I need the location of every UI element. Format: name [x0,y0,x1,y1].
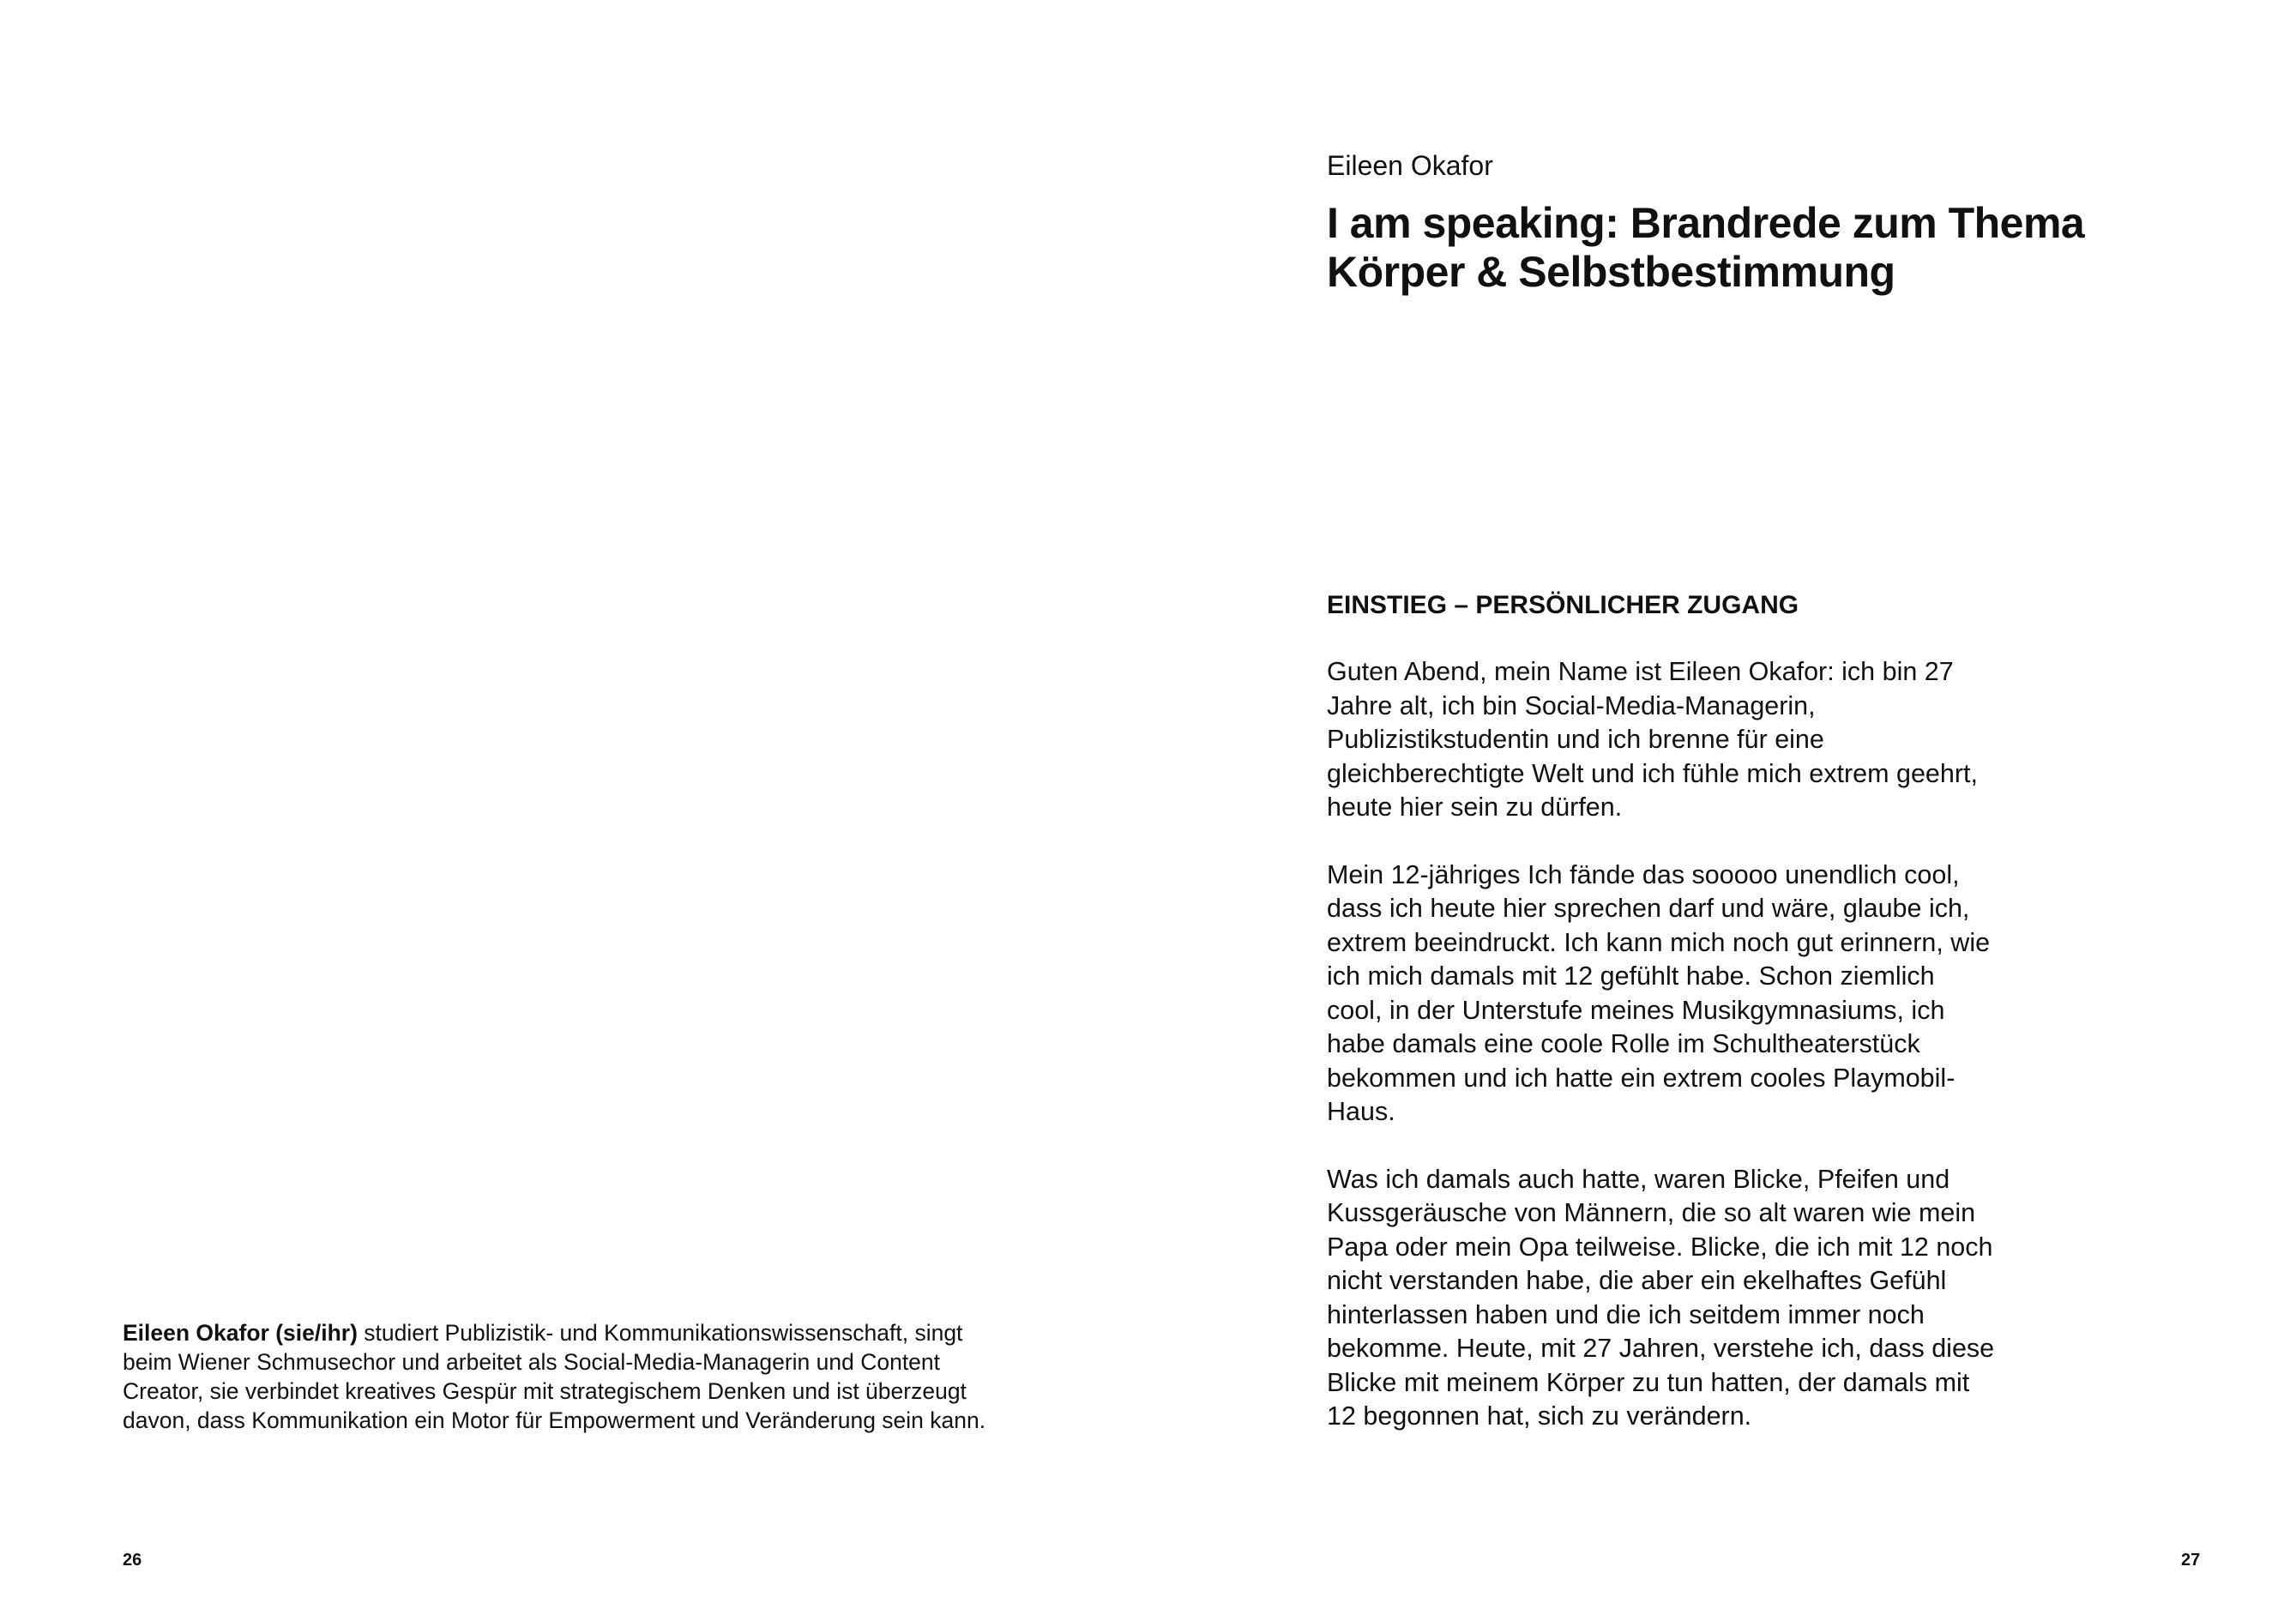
page-number-left: 26 [123,1551,142,1570]
body-text [1327,655,1996,1467]
section-heading: EINSTIEG – PERSÖNLICHER ZUGANG [1327,591,1799,619]
right-page [1148,0,2296,1621]
author-bio-text: studiert Publizistik- und Kommunikationswissenschaft, singt beim Wiener Schmusechor und arbeitet als Social-Media-Managerin und Content Creator, sie verbindet kreatives Gespür mit strategischem Denken und ist überzeugt davon, dass Kommunikation ein Motor für Empowerment und Veränderung sein kann. [123,1320,986,1433]
article-title: I am speaking: Brandrede zum Thema Körper & Selbstbestimmung [1327,199,2085,296]
author-name: Eileen Okafor [1327,150,1493,181]
author-bio [123,1318,993,1435]
paragraph: Guten Abend, mein Name ist Eileen Okafor: ich bin 27 Jahre alt, ich bin Social-Media-Managerin, Publizistikstudentin und ich brenne für eine gleichberechtigte Welt und ich fühle mich extrem geehrt, heute hier sein zu dürfen. [1327,657,1978,822]
paragraph: Was ich damals auch hatte, waren Blicke, Pfeifen und Kussgeräusche von Männern, die so alt waren wie mein Papa oder mein Opa teilweise. Blicke, die ich mit 12 noch nicht verstanden habe, die aber ein ekelhaftes Gefühl hinterlassen haben und die ich seitdem immer noch bekomme. Heute, mit 27 Jahren, verstehe ich, dass diese Blicke mit meinem Körper zu tun hatten, der damals mit 12 begonnen hat, sich zu verändern. [1327,1164,1995,1431]
author-bio-name: Eileen Okafor (sie/ihr) [123,1320,358,1346]
page-number-right: 27 [2181,1551,2201,1570]
paragraph: Mein 12-jähriges Ich fände das sooooo unendlich cool, dass ich heute hier sprechen darf und wäre, glaube ich, extrem beeindruckt. Ich kann mich noch gut erinnern, wie ich mich damals mit 12 gefühlt habe. Schon ziemlich cool, in der Unterstufe meines Musikgymnasiums, ich habe damals eine coole Rolle im Schultheaterstück bekommen und ich hatte ein extrem cooles Playmobil-Haus. [1327,859,1991,1126]
